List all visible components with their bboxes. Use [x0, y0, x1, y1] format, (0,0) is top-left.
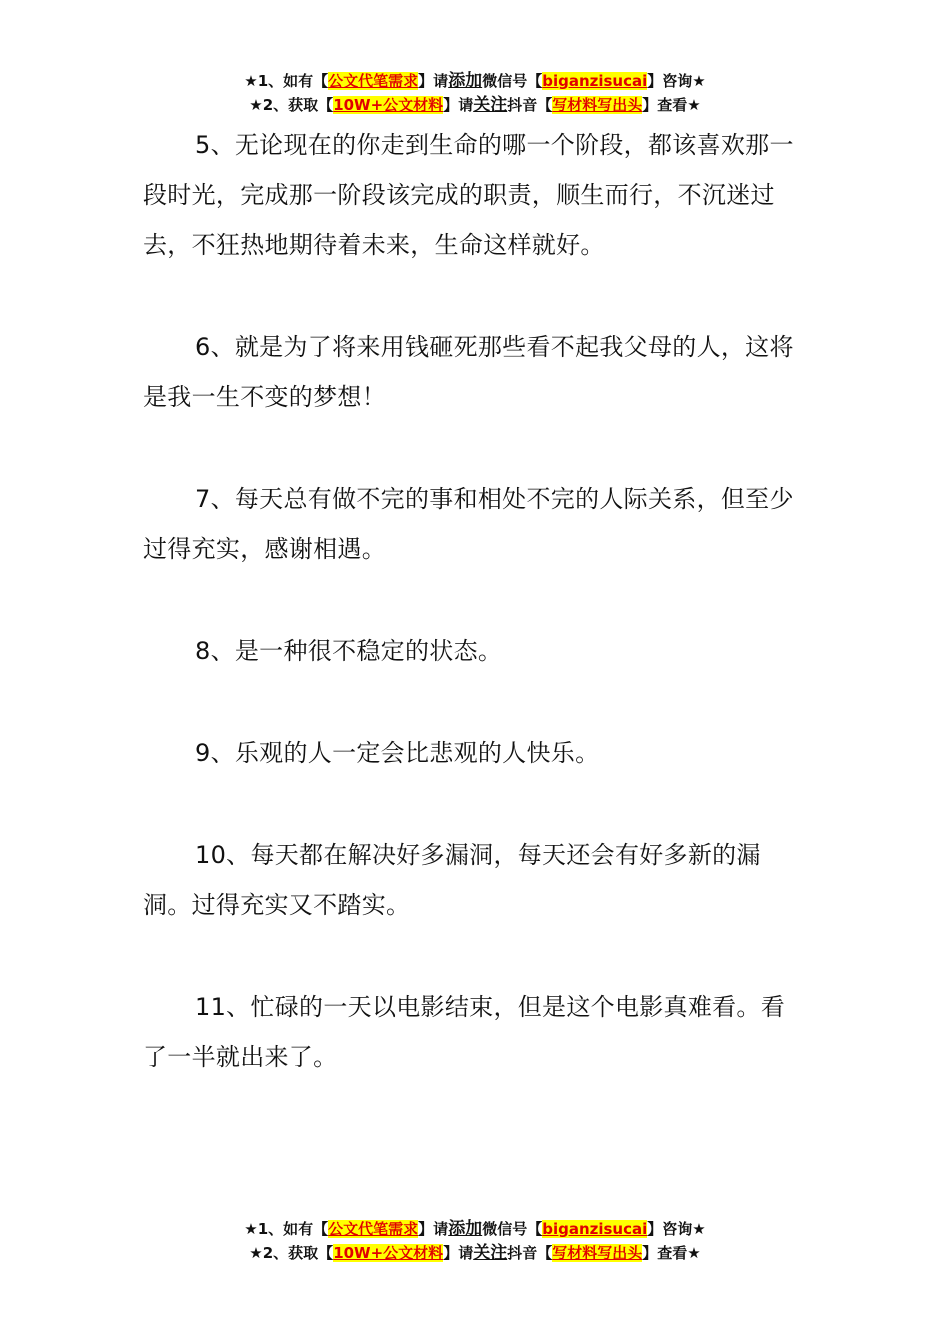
paragraph-8: 8、是一种很不稳定的状态。: [195, 637, 503, 665]
banner-text: 抖音【: [507, 96, 553, 114]
highlight-douyin-account: 写材料写出头: [552, 96, 643, 114]
paragraph-9: 9、乐观的人一定会比悲观的人快乐。: [195, 739, 600, 767]
emphasis-text: 添加: [448, 1219, 483, 1239]
banner-text: ★1、如有【: [244, 72, 329, 90]
banner-line-2: [0, 1241, 950, 1265]
document-body: [143, 120, 807, 1134]
header-banner: [0, 69, 950, 117]
banner-text: 微信号【: [482, 72, 543, 90]
paragraph-5: 5、无论现在的你走到生命的哪一个阶段，都该喜欢那一段时光，完成那一阶段该完成的职责，顺生而行，不沉迷过去，不狂热地期待着未来，生命这样就好。: [143, 131, 794, 259]
emphasis-text: 关注: [473, 95, 508, 115]
highlight-service: 公文代笔需求: [328, 72, 419, 90]
banner-text: 】请: [418, 1220, 449, 1238]
banner-text: 】请: [418, 72, 449, 90]
paragraph-6: 6、就是为了将来用钱砸死那些看不起我父母的人，这将是我一生不变的梦想！: [143, 333, 794, 411]
highlight-wechat-id: biganzisucai: [542, 72, 648, 90]
banner-text: ★2、获取【: [249, 1244, 334, 1262]
banner-text: 微信号【: [482, 1220, 543, 1238]
banner-line-2: [0, 93, 950, 117]
footer-banner: [0, 1217, 950, 1265]
banner-line-1: [0, 1217, 950, 1241]
highlight-materials: 10W+公文材料: [333, 96, 444, 114]
banner-line-1: [0, 69, 950, 93]
banner-text: 抖音【: [507, 1244, 553, 1262]
banner-text: 】请: [443, 96, 474, 114]
banner-text: ★2、获取【: [249, 96, 334, 114]
paragraph-11: 11、忙碌的一天以电影结束，但是这个电影真难看。看了一半就出来了。: [143, 993, 786, 1071]
highlight-materials: 10W+公文材料: [333, 1244, 444, 1262]
paragraph-7: 7、每天总有做不完的事和相处不完的人际关系，但至少过得充实，感谢相遇。: [143, 485, 794, 563]
highlight-service: 公文代笔需求: [328, 1220, 419, 1238]
banner-text: 】咨询★: [647, 1220, 706, 1238]
highlight-wechat-id: biganzisucai: [542, 1220, 648, 1238]
highlight-douyin-account: 写材料写出头: [552, 1244, 643, 1262]
emphasis-text: 添加: [448, 71, 483, 91]
emphasis-text: 关注: [473, 1243, 508, 1263]
paragraph-10: 10、每天都在解决好多漏洞，每天还会有好多新的漏洞。过得充实又不踏实。: [143, 841, 761, 919]
banner-text: 】查看★: [642, 1244, 701, 1262]
banner-text: 】请: [443, 1244, 474, 1262]
banner-text: 】查看★: [642, 96, 701, 114]
banner-text: 】咨询★: [647, 72, 706, 90]
banner-text: ★1、如有【: [244, 1220, 329, 1238]
